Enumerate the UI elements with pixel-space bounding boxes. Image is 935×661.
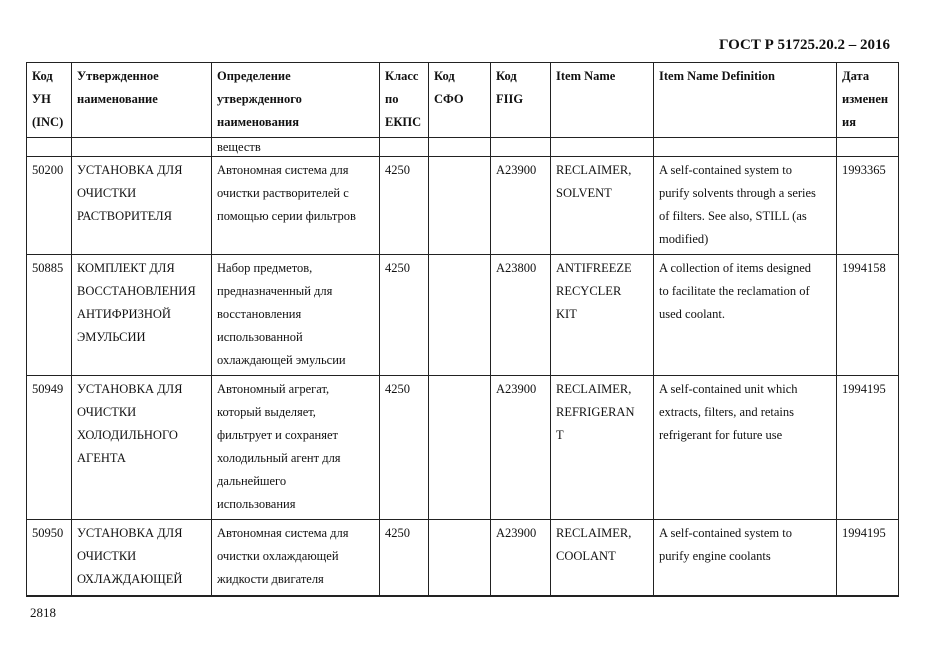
cell-item-name: ANTIFREEZE RECYCLER KIT — [551, 255, 654, 376]
table-row — [27, 376, 899, 520]
cell-item-definition — [654, 138, 837, 157]
cell-date: 1994158 — [837, 255, 899, 376]
cell-item-definition: A collection of items designed to facilitate the reclamation of used coolant. — [654, 255, 837, 376]
header-date: Дата изменен ия — [837, 63, 899, 138]
table-row — [27, 520, 899, 596]
cell-ekps: 4250 — [380, 255, 429, 376]
header-fiig: Код FIIG — [491, 63, 551, 138]
cell-sfo — [429, 520, 491, 596]
header-ekps: Класс по ЕКПС — [380, 63, 429, 138]
page-number: 2818 — [30, 605, 56, 620]
cell-item-name — [551, 138, 654, 157]
header-name-ru: Утвержденное наименование — [72, 63, 212, 138]
cell-ekps: 4250 — [380, 376, 429, 520]
cell-name-ru: УСТАНОВКА ДЛЯ ОЧИСТКИ ХОЛОДИЛЬНОГО АГЕНТА — [72, 376, 212, 520]
cell-fiig: A23900 — [491, 157, 551, 255]
cell-ekps: 4250 — [380, 157, 429, 255]
table-header-row — [27, 63, 899, 138]
cell-code: 50950 — [27, 520, 72, 596]
cell-code — [27, 138, 72, 157]
cell-fiig: A23900 — [491, 376, 551, 520]
cell-sfo — [429, 376, 491, 520]
header-item-definition: Item Name Definition — [654, 63, 837, 138]
cell-item-name: RECLAIMER, REFRIGERAN T — [551, 376, 654, 520]
cell-date: 1994195 — [837, 376, 899, 520]
document-code: ГОСТ Р 51725.20.2 – 2016 — [718, 37, 890, 53]
cell-ekps — [380, 138, 429, 157]
table-row — [27, 157, 899, 255]
table-row-continuation — [27, 138, 899, 157]
header-item-name: Item Name — [551, 63, 654, 138]
cell-definition-ru: Автономный агрегат, который выделяет, фильтрует и сохраняет холодильный агент для дальнейшего использования — [212, 376, 380, 520]
header-definition-ru: Определение утвержденного наименования — [212, 63, 380, 138]
cell-definition-ru: веществ — [212, 138, 380, 157]
cell-name-ru: УСТАНОВКА ДЛЯ ОЧИСТКИ ОХЛАЖДАЮЩЕЙ — [72, 520, 212, 596]
cell-date: 1993365 — [837, 157, 899, 255]
cell-code: 50200 — [27, 157, 72, 255]
cell-ekps: 4250 — [380, 520, 429, 596]
cell-item-definition: A self-contained system to purify engine coolants — [654, 520, 837, 596]
header-sfo: Код СФО — [429, 63, 491, 138]
cell-sfo — [429, 255, 491, 376]
header-code: Код УН (INC) — [27, 63, 72, 138]
cell-item-name: RECLAIMER, COOLANT — [551, 520, 654, 596]
cell-date — [837, 138, 899, 157]
cell-code: 50949 — [27, 376, 72, 520]
table-row — [27, 255, 899, 376]
cell-item-definition: A self-contained system to purify solvents through a series of filters. See also, STILL (as modified) — [654, 157, 837, 255]
cell-name-ru: КОМПЛЕКТ ДЛЯ ВОССТАНОВЛЕНИЯ АНТИФРИЗНОЙ ЭМУЛЬСИИ — [72, 255, 212, 376]
cell-definition-ru: Автономная система для очистки охлаждающей жидкости двигателя — [212, 520, 380, 596]
cell-sfo — [429, 157, 491, 255]
cell-fiig: A23800 — [491, 255, 551, 376]
cell-item-name: RECLAIMER, SOLVENT — [551, 157, 654, 255]
cell-fiig — [491, 138, 551, 157]
cell-name-ru: УСТАНОВКА ДЛЯ ОЧИСТКИ РАСТВОРИТЕЛЯ — [72, 157, 212, 255]
catalog-table — [26, 62, 899, 597]
cell-definition-ru: Набор предметов, предназначенный для восстановления использованной охлаждающей эмульсии — [212, 255, 380, 376]
cell-fiig: A23900 — [491, 520, 551, 596]
cell-date: 1994195 — [837, 520, 899, 596]
cell-item-definition: A self-contained unit which extracts, filters, and retains refrigerant for future use — [654, 376, 837, 520]
cell-code: 50885 — [27, 255, 72, 376]
cell-definition-ru: Автономная система для очистки растворителей с помощью серии фильтров — [212, 157, 380, 255]
cell-name-ru — [72, 138, 212, 157]
cell-sfo — [429, 138, 491, 157]
